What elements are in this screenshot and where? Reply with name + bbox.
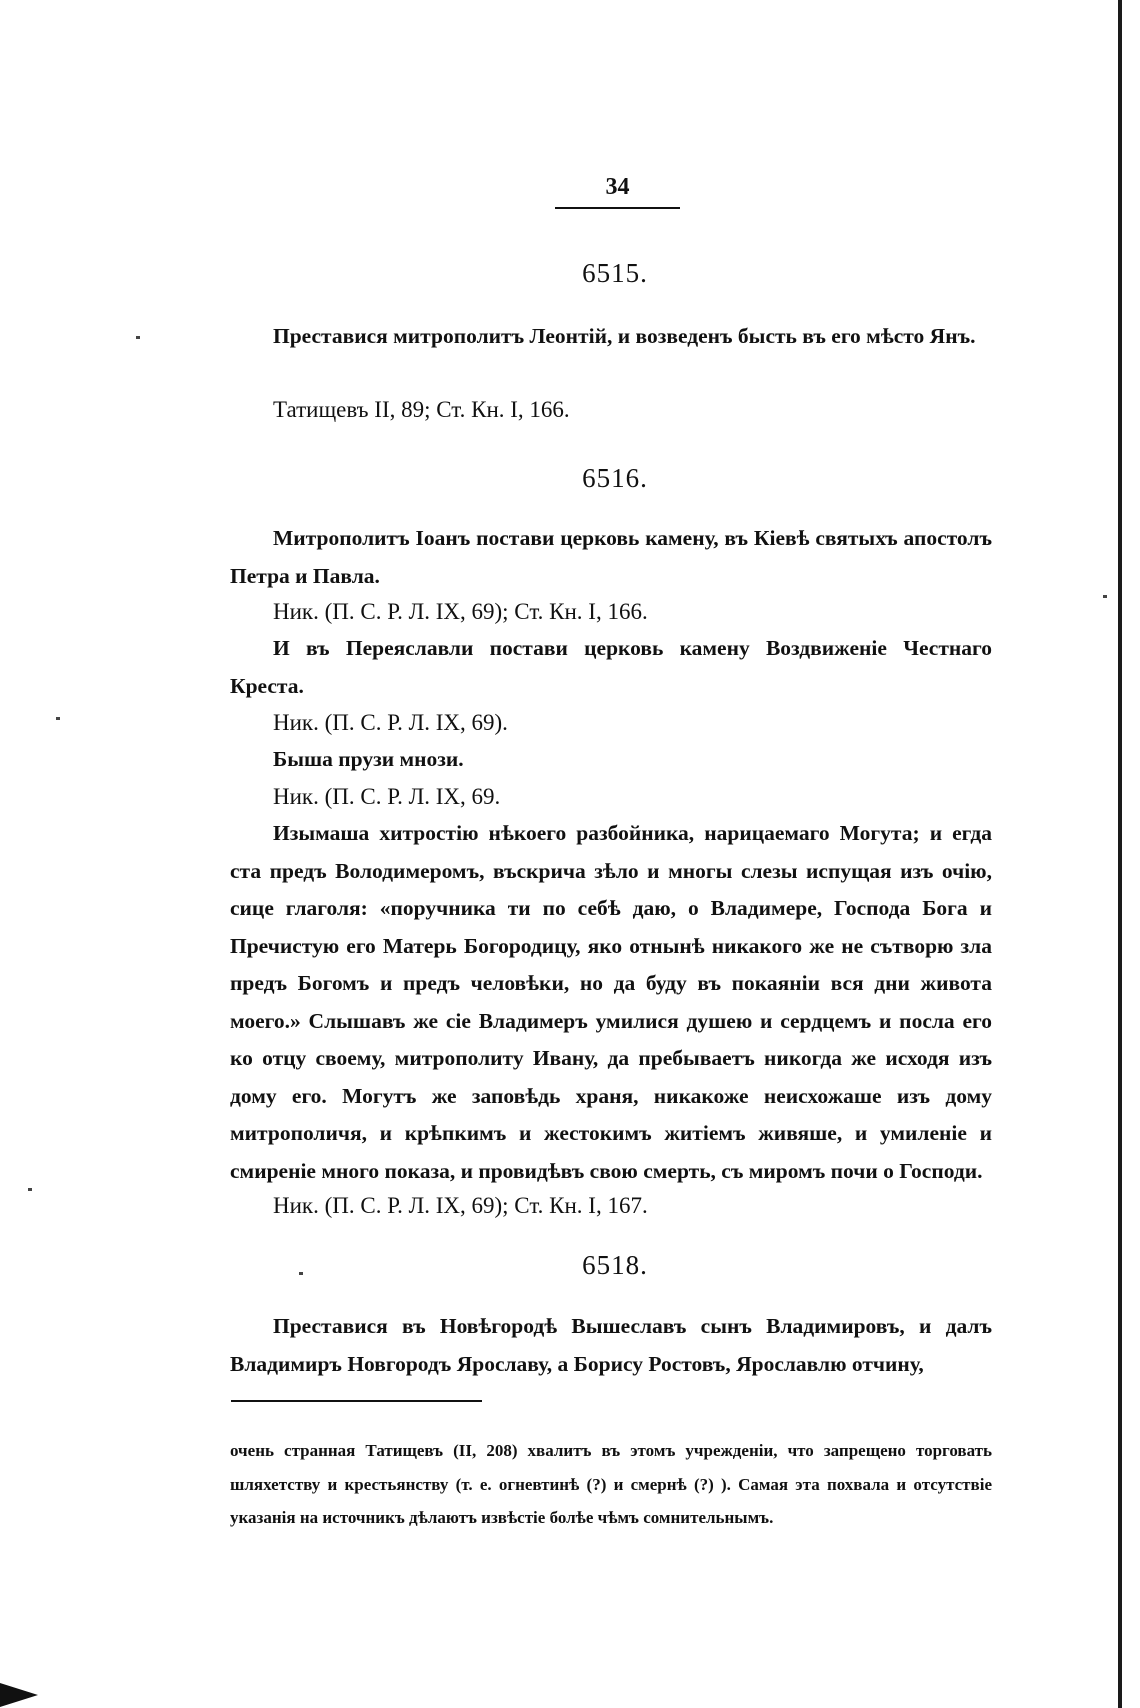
- chronicle-paragraph: И въ Переяславли постави церковь камену Воздвиженіе Честнаго Креста.: [230, 636, 992, 698]
- scan-speck: [56, 717, 60, 720]
- chronicle-paragraph: Изымаша хитростію нѣкоего разбойника, нарицаемаго Могута; и егда ста предъ Володимеромъ, въскрича зѣло и многы слезы испущая изъ очію, сице глаголя: «поручника ти по себѣ даю, о Владимере, Господа Бога и Пречистую его Матерь Богородицу, яко отнынѣ никакого же не сътворю зла предъ Богомъ и предъ человѣки, но да буду въ покаяніи вся дни живота моего.» Слышавъ же сіе Владимеръ умилися душею и сердцемъ и посла его ко отцу своему, митрополиту Ивану, да пребываетъ никогда же исходя изъ дому его. Могутъ же заповѣдь храня, никакоже неисхожаше изъ дому митрополичя, и крѣпкимъ и жестокимъ житіемъ живяше, и умиленіе и смиреніе много показа, и провидѣвъ свою смерть, съ миромъ почи о Господи.: [230, 821, 992, 1183]
- citation-text: Татищевъ II, 89; Ст. Кн. I, 166.: [273, 397, 570, 422]
- citation: [273, 704, 993, 741]
- chronicle-paragraph: Быша прузи мнози.: [273, 747, 464, 771]
- chronicle-paragraph: Преставися въ Новѣгородѣ Вышеславъ сынъ Владимировъ, и далъ Владимиръ Новгородъ Ярославу, а Борису Ростовъ, Ярославлю отчину,: [230, 1314, 992, 1376]
- citation-text: Ник. (П. С. Р. Л. IX, 69).: [273, 710, 508, 735]
- scan-speck: [136, 336, 140, 339]
- citation-text: Ник. (П. С. Р. Л. IX, 69); Ст. Кн. I, 167.: [273, 1193, 648, 1218]
- scan-corner-mark: [0, 1683, 38, 1707]
- scan-speck: [299, 1272, 303, 1275]
- year-heading: 6518.: [582, 1250, 648, 1280]
- chronicle-paragraph: Митрополитъ Іоанъ постави церковь камену, въ Кіевѣ святыхъ апостолъ Петра и Павла.: [230, 526, 992, 588]
- citation: [273, 391, 993, 428]
- citation: [273, 1187, 993, 1224]
- page-number: 34: [605, 174, 630, 200]
- footnote: очень странная Татищевъ (II, 208) хвалитъ въ этомъ учрежденіи, что запрещено торговать шляхетству и крестьянству (т. е. огневтинѣ (?) и смернѣ (?) ). Самая эта похвала и отсутствіе указанія на источникъ дѣлаютъ извѣстіе болѣе чѣмъ сомнительнымъ.: [230, 1441, 992, 1527]
- page-number-underline: [555, 207, 680, 209]
- citation-text: Ник. (П. С. Р. Л. IX, 69); Ст. Кн. I, 166.: [273, 599, 648, 624]
- scan-speck: [28, 1188, 32, 1191]
- citation: [273, 778, 993, 815]
- page-edge-rule: [1118, 0, 1122, 1708]
- scan-speck: [1103, 595, 1107, 598]
- footnote-separator: [231, 1400, 482, 1402]
- year-heading: 6516.: [582, 463, 648, 493]
- year-heading: 6515.: [582, 258, 648, 288]
- citation: [273, 593, 993, 630]
- chronicle-paragraph: Преставися митрополитъ Леонтій, и возведенъ бысть въ его мѣсто Янъ.: [273, 324, 976, 348]
- citation-text: Ник. (П. С. Р. Л. IX, 69.: [273, 784, 501, 809]
